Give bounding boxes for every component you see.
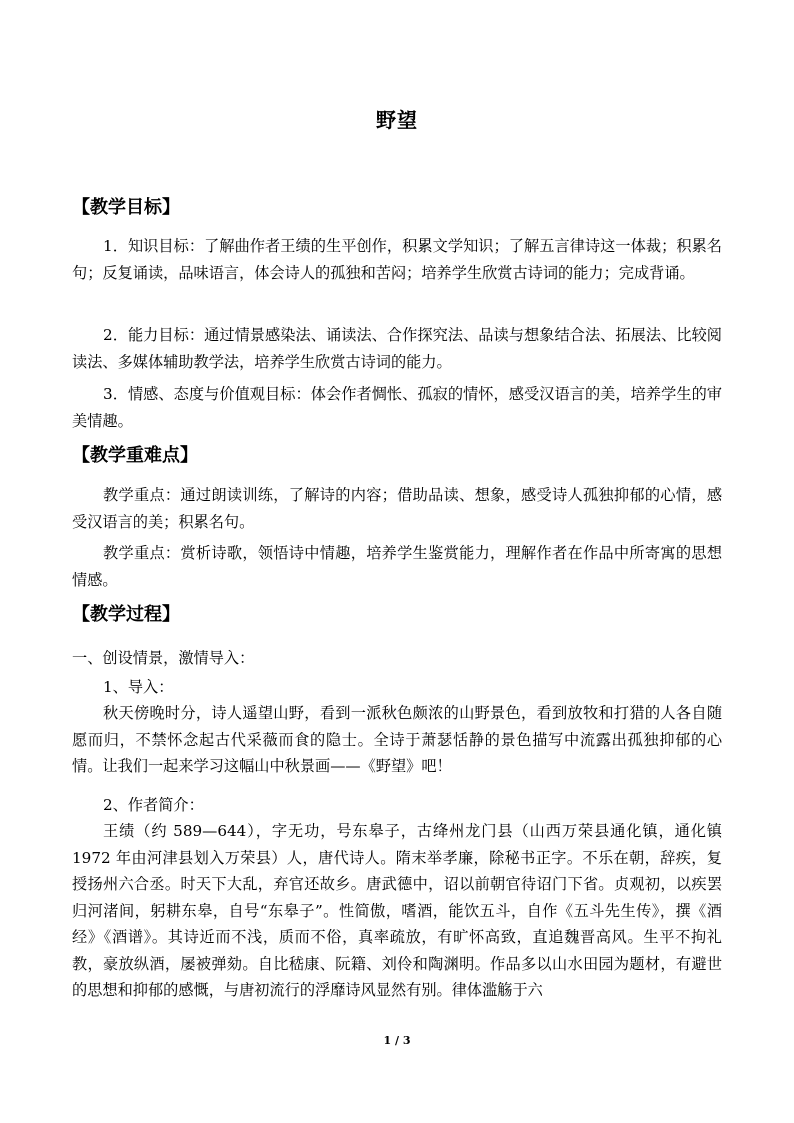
document-title: 野望 <box>376 108 418 132</box>
key-point-item-2: 教学重点：赏析诗歌，领悟诗中情趣，培养学生鉴赏能力，理解作者在作品中所寄寓的思想情感。 <box>72 544 722 589</box>
goal-item-knowledge: 1．知识目标：了解曲作者王绩的生平创作，积累文学知识；了解五言律诗这一体裁；积累名句；反复诵读，品味语言，体会诗人的孤独和苦闷；培养学生欣赏古诗词的能力；完成背诵。 <box>72 237 722 282</box>
key-point-item-1: 教学重点：通过朗读训练，了解诗的内容；借助品读、想象，感受诗人孤独抑郁的心情，感受汉语言的美；积累名句。 <box>72 486 722 531</box>
process-sub-intro-label: 1、导入： <box>103 678 174 696</box>
process-sub-author-label: 2、作者简介： <box>103 796 204 814</box>
section-heading-process: 【教学过程】 <box>72 604 180 625</box>
goal-item-ability: 2．能力目标：通过情景感染法、诵读法、合作探究法、品读与想象结合法、拓展法、比较阅读法、多媒体辅助教学法，培养学生欣赏古诗词的能力。 <box>72 326 722 371</box>
intro-paragraph: 秋天傍晚时分，诗人遥望山野，看到一派秋色颇浓的山野景色，看到放牧和打猎的人各自随愿而归，不禁怀念起古代采薇而食的隐士。全诗于萧瑟恬静的景色描写中流露出孤独抑郁的心情。让我们一起来学习这幅山中秋景画——《野望》吧！ <box>72 704 722 775</box>
section-heading-key-points: 【教学重难点】 <box>72 445 198 466</box>
author-paragraph: 王绩（约 589—644），字无功，号东皋子，古绛州龙门县（山西万荣县通化镇，通化镇1972 年由河津县划入万荣县）人，唐代诗人。隋末举孝廉，除秘书正字。不乐在朝，辞疾，复授扬州六合丞。时天下大乱，弃官还故乡。唐武德中，诏以前朝官待诏门下省。贞观初，以疾罢归河渚间，躬耕东皋，自号“东皋子”。性简傲，嗜酒，能饮五斗，自作《五斗先生传》，撰《酒经》《酒谱》。其诗近而不浅，质而不俗，真率疏放，有旷怀高致，直追魏晋高风。生平不拘礼教，豪放纵酒，屡被弹劾。自比嵇康、阮籍、刘伶和陶渊明。作品多以山水田园为题材，有避世的思想和抑郁的感慨，与唐初流行的浮靡诗风显然有别。律体滥觞于六 <box>72 822 722 999</box>
page-number: 1 / 3 <box>383 1034 411 1047</box>
process-step-1: 一、创设情景，激情导入： <box>72 649 255 667</box>
section-heading-goals: 【教学目标】 <box>72 197 180 218</box>
goal-item-emotion: 3．情感、态度与价值观目标：体会作者惆怅、孤寂的情怀，感受汉语言的美，培养学生的审美情趣。 <box>72 385 722 430</box>
